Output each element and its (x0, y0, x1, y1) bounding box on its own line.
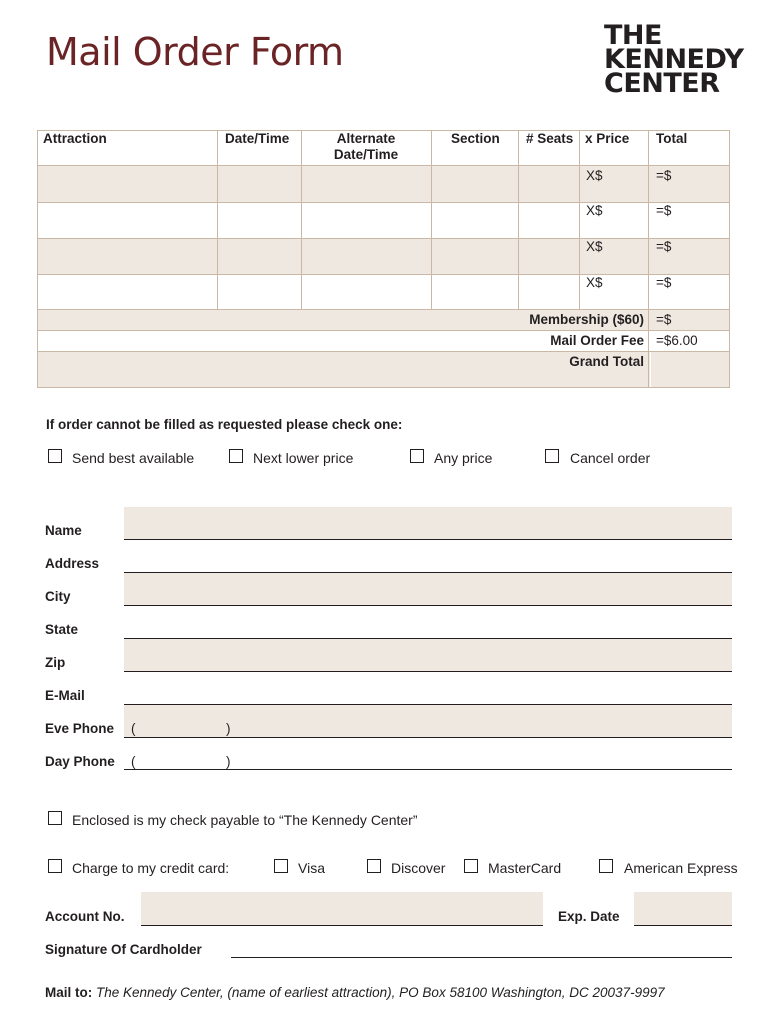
account-number-field[interactable] (141, 892, 543, 926)
mastercard-checkbox[interactable] (464, 859, 478, 873)
row-2-total: =$ (656, 203, 672, 218)
logo-line-2: KENNEDY (604, 44, 744, 75)
exp-date-field[interactable] (634, 892, 732, 926)
day-phone-label: Day Phone (45, 754, 115, 769)
american-express-label: American Express (624, 860, 738, 876)
state-label: State (45, 622, 79, 637)
grand-total-label: Grand Total (569, 354, 644, 369)
mail-order-fee-label: Mail Order Fee (550, 333, 644, 348)
zip-label: Zip (45, 655, 66, 670)
mail-to-line (45, 985, 665, 1000)
signature-field[interactable] (231, 926, 732, 958)
exp-date-label: Exp. Date (558, 909, 620, 924)
row-shade (37, 166, 730, 202)
eve-phone-paren-open: ( (131, 721, 136, 736)
cancel-order-label: Cancel order (570, 450, 651, 466)
col-alternate-date-time: Alternate Date/Time (333, 131, 399, 162)
membership-label: Membership ($60) (529, 312, 644, 327)
grand-total-box[interactable] (651, 352, 729, 388)
next-lower-price-checkbox[interactable] (229, 449, 243, 463)
day-phone-paren-close: ) (226, 754, 231, 769)
mail-order-fee-value: =$6.00 (656, 333, 698, 348)
city-field[interactable] (124, 573, 732, 606)
email-label: E-Mail (45, 688, 85, 703)
city-label: City (45, 589, 71, 604)
row-4-price: X$ (586, 275, 603, 290)
name-field[interactable] (124, 507, 732, 540)
row-4-total: =$ (656, 275, 672, 290)
address-label: Address (45, 556, 100, 571)
eve-phone-field[interactable] (124, 705, 732, 738)
send-best-available-label: Send best available (72, 450, 195, 466)
eve-phone-label: Eve Phone (45, 721, 115, 736)
col-price: x Price (585, 131, 630, 146)
row-1-total: =$ (656, 168, 672, 183)
mastercard-label: MasterCard (488, 860, 562, 876)
membership-value[interactable]: =$ (656, 312, 672, 327)
cancel-order-checkbox[interactable] (545, 449, 559, 463)
row-shade (37, 238, 730, 274)
credit-card-checkbox[interactable] (48, 859, 62, 873)
col-attraction: Attraction (43, 131, 107, 146)
visa-label: Visa (298, 860, 325, 876)
american-express-checkbox[interactable] (599, 859, 613, 873)
send-best-available-checkbox[interactable] (48, 449, 62, 463)
discover-label: Discover (391, 860, 446, 876)
zip-field[interactable] (124, 639, 732, 672)
signature-label: Signature Of Cardholder (45, 942, 202, 957)
next-lower-price-label: Next lower price (253, 450, 354, 466)
row-1-price: X$ (586, 168, 603, 183)
any-price-checkbox[interactable] (410, 449, 424, 463)
mail-to-label: Mail to: (45, 985, 93, 1000)
name-label: Name (45, 523, 82, 538)
order-table (0, 0, 770, 400)
row-3-total: =$ (656, 239, 672, 254)
visa-checkbox[interactable] (274, 859, 288, 873)
email-field[interactable] (124, 672, 732, 705)
col-section: Section (451, 131, 500, 146)
discover-checkbox[interactable] (367, 859, 381, 873)
day-phone-paren-open: ( (131, 754, 136, 769)
logo-line-1: THE (604, 20, 662, 51)
check-enclosed-checkbox[interactable] (48, 811, 62, 825)
any-price-label: Any price (434, 450, 493, 466)
col-seats: # Seats (526, 131, 574, 146)
logo-line-3: CENTER (604, 68, 720, 99)
col-date-time: Date/Time (225, 131, 290, 146)
row-3-price: X$ (586, 239, 603, 254)
eve-phone-paren-close: ) (226, 721, 231, 736)
substitution-question: If order cannot be filled as requested please check one: (46, 417, 403, 432)
address-field[interactable] (124, 540, 732, 573)
day-phone-field[interactable] (124, 738, 732, 770)
mail-to-address: The Kennedy Center, (name of earliest attraction), PO Box 58100 Washington, DC 20037-9997 (96, 985, 665, 1000)
credit-card-label: Charge to my credit card: (72, 860, 230, 876)
state-field[interactable] (124, 606, 732, 639)
col-total: Total (656, 131, 688, 146)
row-2-price: X$ (586, 203, 603, 218)
form-title: Mail Order Form (46, 30, 344, 74)
check-enclosed-label: Enclosed is my check payable to “The Kennedy Center” (72, 812, 418, 828)
account-number-label: Account No. (45, 909, 125, 924)
